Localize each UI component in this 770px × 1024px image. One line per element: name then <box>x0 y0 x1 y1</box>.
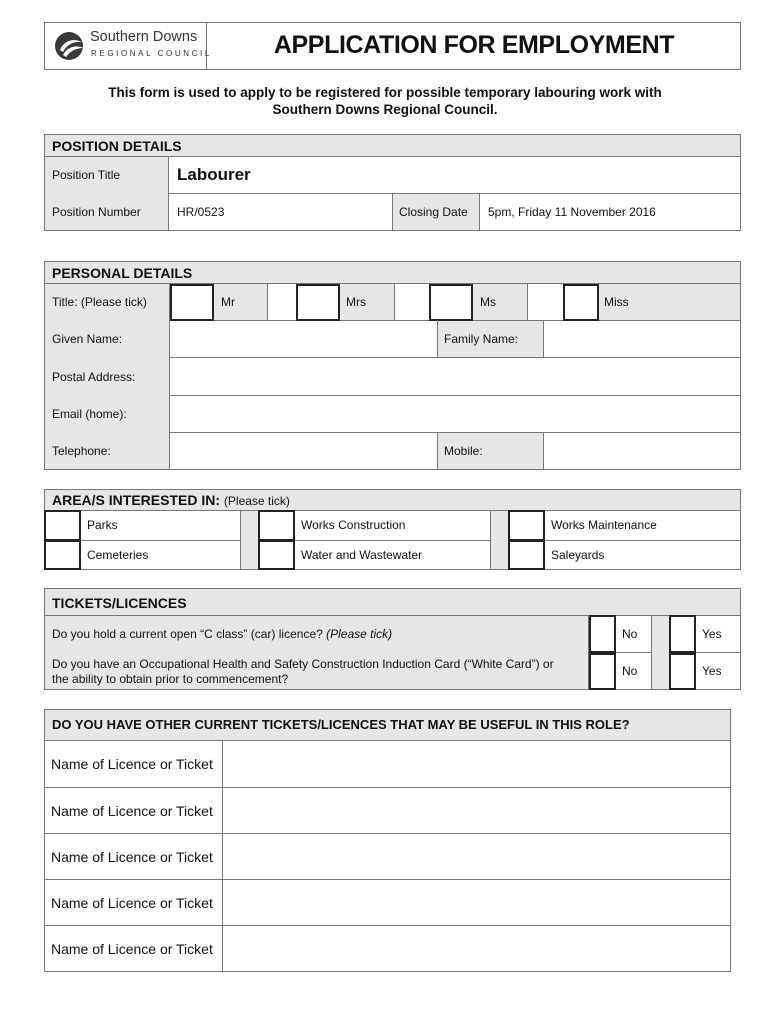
title-mr-checkbox[interactable] <box>170 284 214 321</box>
title-miss-checkbox[interactable] <box>563 284 599 321</box>
licence-name-input[interactable] <box>223 741 730 786</box>
tickets-heading: TICKETS/LICENCES <box>52 595 187 611</box>
car-licence-no-label: No <box>622 627 638 641</box>
title-ms-checkbox[interactable] <box>429 284 473 321</box>
white-card-no-label: No <box>622 664 638 678</box>
personal-details-heading: PERSONAL DETAILS <box>52 265 193 281</box>
car-licence-no-checkbox[interactable] <box>589 615 616 653</box>
position-title-label: Position Title <box>52 168 121 182</box>
position-details-heading: POSITION DETAILS <box>52 138 182 154</box>
logo-name: Southern Downs <box>90 29 198 45</box>
licence-row-label: Name of Licence or Ticket <box>51 941 213 957</box>
other-tickets-heading: DO YOU HAVE OTHER CURRENT TICKETS/LICENCES THAT MAY BE USEFUL IN THIS ROLE? <box>52 717 630 732</box>
mobile-input[interactable] <box>544 433 740 469</box>
closing-date-label: Closing Date <box>399 205 468 219</box>
page-title: APPLICATION FOR EMPLOYMENT <box>273 31 675 59</box>
white-card-yes-checkbox[interactable] <box>669 653 696 690</box>
white-card-question-line2: the ability to obtain prior to commencement? <box>52 672 289 686</box>
intro-line-1: This form is used to apply to be registered for possible temporary labouring work with <box>108 85 662 100</box>
areas-heading-text: AREA/S INTERESTED IN: <box>52 492 221 508</box>
areas-heading-note: (Please tick) <box>223 494 290 508</box>
council-logo <box>52 28 212 64</box>
area-works-construction-label: Works Construction <box>301 518 406 532</box>
area-parks-label: Parks <box>87 518 118 532</box>
area-cemeteries-checkbox[interactable] <box>44 540 81 570</box>
area-saleyards-label: Saleyards <box>551 548 605 562</box>
area-saleyards-checkbox[interactable] <box>508 540 545 570</box>
licence-row-label: Name of Licence or Ticket <box>51 895 213 911</box>
car-licence-question-note: (Please tick) <box>326 627 393 641</box>
logo-mark-icon <box>54 30 88 62</box>
email-label: Email (home): <box>52 407 127 421</box>
title-ms-label: Ms <box>480 295 496 309</box>
areas-heading <box>52 492 290 508</box>
area-works-maintenance-label: Works Maintenance <box>551 518 657 532</box>
licence-row-3 <box>44 833 731 879</box>
licence-name-input[interactable] <box>223 926 730 971</box>
area-water-wastewater-checkbox[interactable] <box>258 540 295 570</box>
licence-row-label: Name of Licence or Ticket <box>51 849 213 865</box>
family-name-input[interactable] <box>544 321 740 357</box>
area-parks-checkbox[interactable] <box>44 510 81 541</box>
given-name-input[interactable] <box>170 321 437 357</box>
given-name-label: Given Name: <box>52 332 123 346</box>
telephone-input[interactable] <box>170 433 437 469</box>
licence-name-input[interactable] <box>223 880 730 924</box>
logo-subtitle: REGIONAL COUNCIL <box>91 49 212 58</box>
white-card-no-checkbox[interactable] <box>589 653 616 690</box>
intro-line-2: Southern Downs Regional Council. <box>272 102 498 117</box>
licence-row-2 <box>44 787 731 833</box>
white-card-question-line1: Do you have an Occupational Health and Safety Construction Induction Card (“White Card”) or <box>52 657 554 671</box>
car-licence-question-text: Do you hold a current open “C class” (car) licence? <box>52 627 323 641</box>
telephone-label: Telephone: <box>52 444 111 458</box>
title-mrs-checkbox[interactable] <box>296 284 340 321</box>
area-works-construction-checkbox[interactable] <box>258 510 295 541</box>
licence-row-1 <box>44 740 731 787</box>
licence-name-input[interactable] <box>223 834 730 878</box>
position-title-value: Labourer <box>177 165 251 184</box>
postal-address-label: Postal Address: <box>52 370 136 384</box>
area-water-wastewater-label: Water and Wastewater <box>301 548 423 562</box>
licence-name-input[interactable] <box>223 788 730 832</box>
position-number-label: Position Number <box>52 205 141 219</box>
licence-row-5 <box>44 925 731 972</box>
title-tick-label: Title: (Please tick) <box>52 295 147 309</box>
car-licence-question <box>52 627 392 641</box>
licence-row-label: Name of Licence or Ticket <box>51 803 213 819</box>
title-miss-label: Miss <box>604 295 629 309</box>
area-works-maintenance-checkbox[interactable] <box>508 510 545 541</box>
licence-row-4 <box>44 879 731 925</box>
title-mr-label: Mr <box>221 295 235 309</box>
postal-address-input[interactable] <box>170 358 740 395</box>
licence-row-label: Name of Licence or Ticket <box>51 756 213 772</box>
area-cemeteries-label: Cemeteries <box>87 548 149 562</box>
white-card-yes-label: Yes <box>702 664 722 678</box>
family-name-label: Family Name: <box>444 332 519 346</box>
car-licence-yes-checkbox[interactable] <box>669 615 696 653</box>
position-number-value: HR/0523 <box>177 205 225 219</box>
mobile-label: Mobile: <box>444 444 483 458</box>
email-input[interactable] <box>170 396 740 432</box>
title-mrs-label: Mrs <box>346 295 366 309</box>
closing-date-value: 5pm, Friday 11 November 2016 <box>488 205 656 219</box>
car-licence-yes-label: Yes <box>702 627 722 641</box>
